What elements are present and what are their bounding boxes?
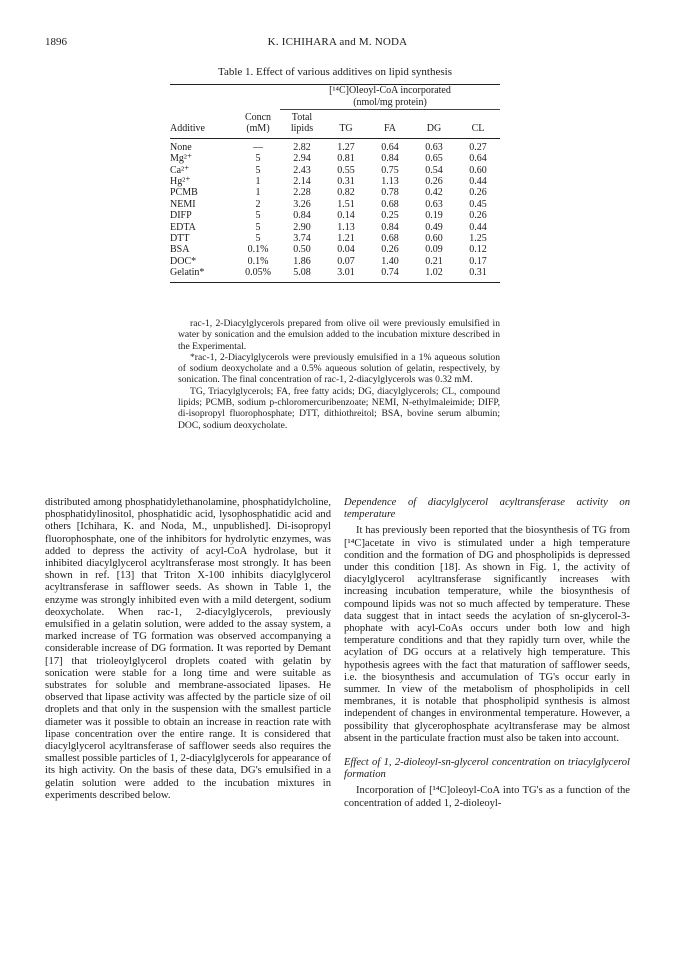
value-cell: 0.17 xyxy=(469,255,487,267)
value-cell: 0.19 xyxy=(425,210,443,222)
value-cell: 0.64 xyxy=(381,141,399,153)
value-cell: 2.94 xyxy=(293,153,311,165)
additive-name-cell: Gelatin* xyxy=(170,267,205,279)
value-cell: 1 xyxy=(255,176,261,188)
section-heading-concentration: Effect of 1, 2-dioleoyl-sn-glycerol concentration on triacylglycerol formation xyxy=(344,757,630,781)
value-cell: 0.78 xyxy=(381,187,399,199)
value-cell: 0.04 xyxy=(337,244,355,256)
lipid-synthesis-table xyxy=(170,85,500,282)
value-cell: 0.26 xyxy=(425,176,443,188)
value-cell: 2.90 xyxy=(293,221,311,233)
value-cell: 0.45 xyxy=(469,198,487,210)
value-cell: 2.82 xyxy=(293,141,311,153)
value-cell: 1.13 xyxy=(381,176,399,188)
value-cell: 0.68 xyxy=(381,233,399,245)
value-cell: 1.86 xyxy=(293,255,311,267)
column-header-additive: Additive xyxy=(170,123,205,135)
table-row xyxy=(170,244,500,255)
table-row xyxy=(170,267,500,281)
value-cell: 0.60 xyxy=(425,233,443,245)
footnote-2: *rac-1, 2-Diacylglycerols were previously emulsified in a 1% aqueous solution of sodium deoxycholate and a 0.5% aqueous solution of gelatin, respectively, by sonication. The final concentration of rac-1, 2-diacylglycerols was 0.32 mM. xyxy=(178,351,500,386)
value-cell: 0.1% xyxy=(247,255,269,267)
value-cell: 0.09 xyxy=(425,244,443,256)
value-cell: 0.63 xyxy=(425,198,443,210)
value-cell: 0.49 xyxy=(425,221,443,233)
value-cell: 2.43 xyxy=(293,164,311,176)
value-cell: — xyxy=(253,141,263,153)
value-cell: 0.31 xyxy=(337,176,355,188)
value-cell: 0.1% xyxy=(247,244,269,256)
value-cell: 0.84 xyxy=(293,210,311,222)
section-heading-temperature: Dependence of diacylglycerol acyltransferase activity on temperature xyxy=(344,497,630,521)
value-cell: 0.27 xyxy=(469,141,487,153)
value-cell: 5.08 xyxy=(293,267,311,279)
column-header-tg: TG xyxy=(339,123,353,135)
value-cell: 0.26 xyxy=(381,244,399,256)
value-cell: 0.60 xyxy=(469,164,487,176)
value-cell: 0.84 xyxy=(381,221,399,233)
value-cell: 1.02 xyxy=(425,267,443,279)
value-cell: 0.44 xyxy=(469,221,487,233)
spanner-line-2: (nmol/mg protein) xyxy=(353,97,427,108)
value-cell: 1.51 xyxy=(337,198,355,210)
value-cell: 1.21 xyxy=(337,233,355,245)
left-column xyxy=(45,497,331,802)
footnote-3: TG, Triacylglycerols; FA, free fatty acids; DG, diacylglycerols; CL, compound lipids; PCMB, sodium p-chloromercuribenzoate; NEMI, N-ethylmaleimide; DIFP, di-isopropyl fluorophosphate; DTT, dithiothreitol; BSA, bovine serum albumin; DOC, sodium deoxycholate. xyxy=(178,385,500,431)
additive-name-cell: Ca²⁺ xyxy=(170,164,190,176)
value-cell: 3.01 xyxy=(337,267,355,279)
value-cell: 1.25 xyxy=(469,233,487,245)
additive-name-cell: BSA xyxy=(170,244,190,256)
value-cell: 0.12 xyxy=(469,244,487,256)
right-column xyxy=(344,497,630,810)
value-cell: 1.27 xyxy=(337,141,355,153)
value-cell: 0.65 xyxy=(425,153,443,165)
page-number: 1896 xyxy=(45,36,67,48)
value-cell: 0.82 xyxy=(337,187,355,199)
value-cell: 2.28 xyxy=(293,187,311,199)
value-cell: 5 xyxy=(255,164,261,176)
body-paragraph: distributed among phosphatidylethanolamine, phosphatidylcholine, phosphatidylinositol, phosphatidic acid, lysophosphatidic acid and others [Ichihara, K. and Noda, M., unpublished]. Di-isopropyl fluorophosphate, one of the inhibitors for hydrolytic enzymes, was added to depress the activity of acyl-CoA hydrolase, but it inhibited diacylglycerol acyltransferase most strongly. It has been shown in ref. [13] that Triton X-100 inhibits diacylglycerol acyltransferase in safflower seeds. As shown in Table 1, the enzyme was strongly inhibited even with a mild detergent, sodium deoxycholate. When rac-1, 2-diacylglycerols, previously emulsified in a gelatin solution, were added to the assay system, a marked increase of TG formation was observed accompanying a considerable increase of DG formation. It was reported by Demant [17] that trioleoylglycerol droplets coated with gelatin by sonication were stable for a long time and were suitable as substrates for soluble and membrane-associated lipases. He observed that lipase activity was affected by the particle size of oil droplets and that only in the suspension with the smallest particle diameter was it possible to obtain an increase in reaction rate with lipase concentration over the entire range. It is considered that diacylglycerol acyltransferase of safflower seeds also requires the smallest possible particles of 1, 2-diacylglycerols for appearance of its high activity. On the basis of these data, DG's emulsified in a gelatin solution were added to the incubation mixtures in experiments described below. xyxy=(45,497,331,801)
table-row xyxy=(170,233,500,244)
additive-name-cell: EDTA xyxy=(170,221,196,233)
value-cell: 0.74 xyxy=(381,267,399,279)
table-row xyxy=(170,199,500,210)
table-1 xyxy=(170,66,500,283)
table-row xyxy=(170,256,500,267)
value-cell: 0.26 xyxy=(469,187,487,199)
body-paragraph: Incorporation of [¹⁴C]oleoyl-CoA into TG's as a function of the concentration of added 1, 2-dioleoyl- xyxy=(344,785,630,809)
table-body xyxy=(170,138,500,281)
additive-name-cell: None xyxy=(170,141,192,153)
table-row xyxy=(170,176,500,187)
value-cell: 2 xyxy=(255,198,261,210)
table-row xyxy=(170,153,500,164)
column-header-total-lipids: Total lipids xyxy=(290,112,314,135)
value-cell: 0.31 xyxy=(469,267,487,279)
value-cell: 0.25 xyxy=(381,210,399,222)
additive-name-cell: DOC* xyxy=(170,255,197,267)
value-cell: 5 xyxy=(255,233,261,245)
spanner-line-1: [¹⁴C]Oleoyl-CoA incorporated xyxy=(329,85,451,96)
table-bottom-rule xyxy=(170,282,500,283)
value-cell: 0.81 xyxy=(337,153,355,165)
value-cell: 0.50 xyxy=(293,244,311,256)
value-cell: 0.68 xyxy=(381,198,399,210)
value-cell: 5 xyxy=(255,210,261,222)
running-head: K. ICHIHARA and M. NODA xyxy=(267,36,408,48)
table-row xyxy=(170,187,500,198)
value-cell: 3.26 xyxy=(293,198,311,210)
value-cell: 5 xyxy=(255,221,261,233)
value-cell: 0.26 xyxy=(469,210,487,222)
value-cell: 0.75 xyxy=(381,164,399,176)
value-cell: 0.44 xyxy=(469,176,487,188)
value-cell: 0.63 xyxy=(425,141,443,153)
additive-name-cell: NEMI xyxy=(170,198,196,210)
column-header-fa: FA xyxy=(383,123,397,135)
additive-name-cell: DTT xyxy=(170,233,190,245)
column-header-dg: DG xyxy=(426,123,442,135)
table-footnotes xyxy=(178,318,500,431)
spanner-header xyxy=(280,85,500,109)
value-cell: 0.84 xyxy=(381,153,399,165)
value-cell: 5 xyxy=(255,153,261,165)
value-cell: 0.07 xyxy=(337,255,355,267)
value-cell: 0.05% xyxy=(245,267,271,279)
additive-name-cell: Hg²⁺ xyxy=(170,176,191,188)
column-header-concn: Concn (mM) xyxy=(244,112,272,135)
table-row xyxy=(170,138,500,153)
value-cell: 0.55 xyxy=(337,164,355,176)
value-cell: 0.14 xyxy=(337,210,355,222)
table-row xyxy=(170,222,500,233)
value-cell: 0.54 xyxy=(425,164,443,176)
additive-name-cell: Mg²⁺ xyxy=(170,153,193,165)
body-paragraph: It has previously been reported that the biosynthesis of TG from [¹⁴C]acetate in vivo is stimulated under a high temperature condition and the formation of DG and phospholipids is depressed under this condition [18]. As shown in Fig. 1, the activity of diacylglycerol acyltransferase significantly increases with increasing incubation temperature, while the biosynthesis of compound lipids was not so much affected by temperature. These data suggest that in intact seeds the acylation of sn-glycerol-3-phophate with acyl-CoAs occurs under both low and high temperature conditions and that they rapidly turn over, while the acylation of DG occurs at a relatively high temperature. This hypothesis agrees with the fact that maturation of safflower seeds, i.e. the biosynthesis and accumulation of TG's occur early in summer. In view of the metabolism of phospholipids in cell membranes, it is notable that phospholipid synthesis is almost independent of changes in environmental temperature. However, a possibility that glycerophosphate acyltransferase may be almost absent in the particulate fraction must also be taken into account. xyxy=(344,525,630,744)
additive-name-cell: DIFP xyxy=(170,210,192,222)
table-title: Table 1. Effect of various additives on lipid synthesis xyxy=(218,66,452,78)
value-cell: 0.42 xyxy=(425,187,443,199)
column-header-cl: CL xyxy=(471,123,485,135)
table-row xyxy=(170,210,500,221)
value-cell: 1.40 xyxy=(381,255,399,267)
value-cell: 2.14 xyxy=(293,176,311,188)
additive-name-cell: PCMB xyxy=(170,187,198,199)
value-cell: 3.74 xyxy=(293,233,311,245)
table-row xyxy=(170,165,500,176)
footnote-1: rac-1, 2-Diacylglycerols prepared from olive oil were previously emulsified in water by sonication and the emulsion added to the incubation mixture described in the Experimental. xyxy=(178,318,500,352)
value-cell: 0.21 xyxy=(425,255,443,267)
value-cell: 1 xyxy=(255,187,261,199)
value-cell: 1.13 xyxy=(337,221,355,233)
value-cell: 0.64 xyxy=(469,153,487,165)
